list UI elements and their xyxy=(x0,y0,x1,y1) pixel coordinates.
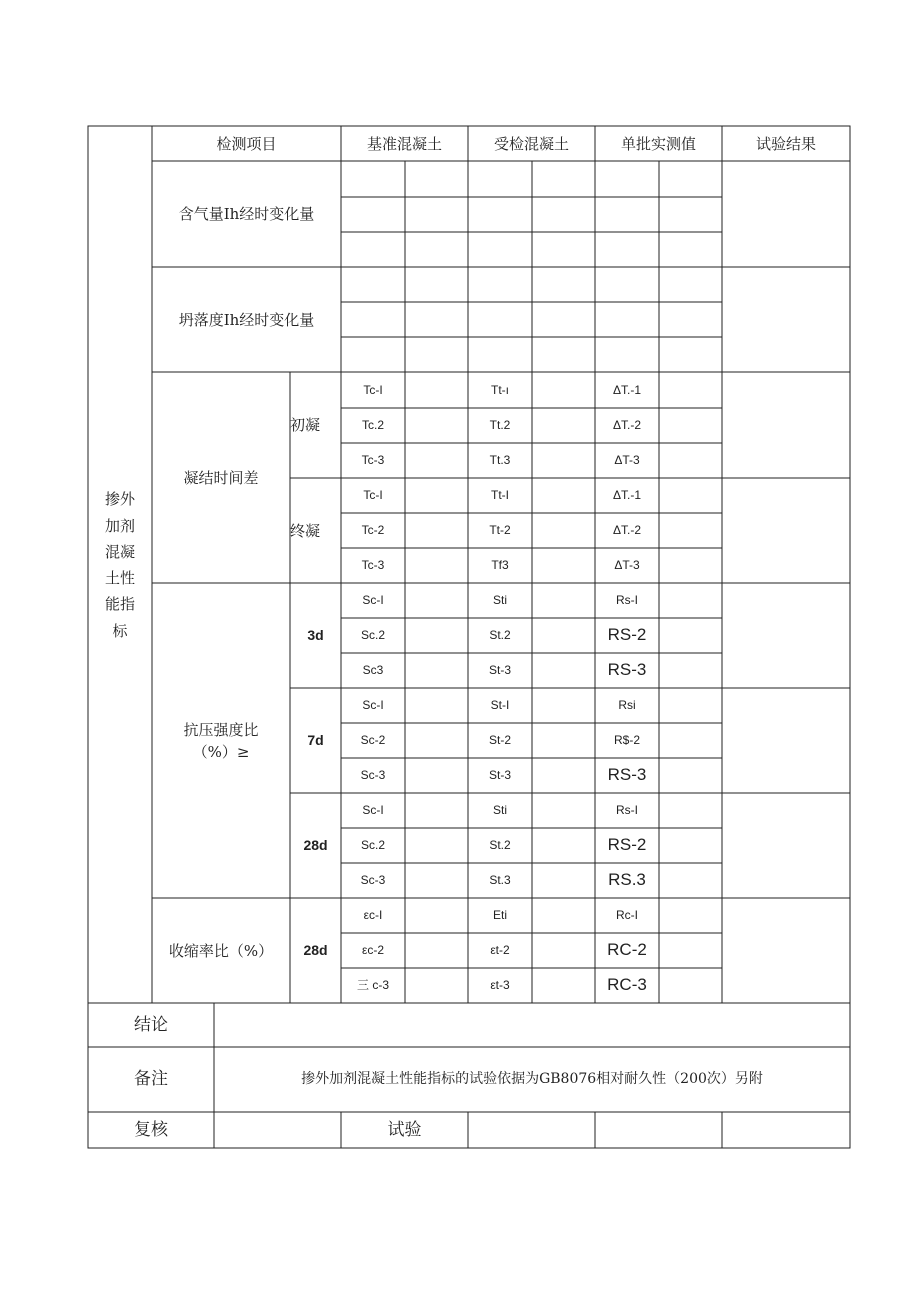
table-cell: Tt.2 xyxy=(489,418,511,433)
table-cell: Tt-ı xyxy=(491,382,509,397)
table-cell: Sti xyxy=(492,593,507,608)
table-cell: Rc-I xyxy=(616,908,638,923)
table-cell: St.2 xyxy=(489,628,511,643)
table-cell: ΔT.-2 xyxy=(612,418,642,433)
table-cell: Tc-I xyxy=(363,382,383,397)
table-cell: 三 c-3 xyxy=(356,978,389,993)
strength-label-line1: 抗压强度比 xyxy=(183,720,259,739)
table-cell: RS-2 xyxy=(607,835,647,855)
table-cell: ΔT.-2 xyxy=(612,523,642,538)
table-cell: ΔT.-1 xyxy=(612,382,642,397)
age-7d: 7d xyxy=(307,732,324,749)
table-cell: Sc-3 xyxy=(360,873,386,888)
age-28d: 28d xyxy=(303,837,328,854)
header-base: 基准混凝土 xyxy=(366,134,442,153)
table-cell: Eti xyxy=(492,908,507,923)
table-cell: Tt-2 xyxy=(489,523,511,538)
table-cell: RS-3 xyxy=(607,765,647,785)
table-cell: εc-I xyxy=(363,908,383,923)
table-cell: Sti xyxy=(492,803,507,818)
shrinkage-age: 28d xyxy=(303,942,328,959)
table-cell: RC-2 xyxy=(607,940,647,960)
table-cell: St.3 xyxy=(489,873,511,888)
table-cell: Sc-I xyxy=(362,803,384,818)
table-cell: Tt-I xyxy=(491,488,509,503)
table-cell: εt-2 xyxy=(490,943,510,958)
slump-label: 坍落度Ih经时变化量 xyxy=(178,310,315,329)
review-label: 复核 xyxy=(134,1119,168,1140)
table-cell: RS.3 xyxy=(608,870,646,890)
table-cell: Sc-2 xyxy=(360,733,386,748)
table-cell: R$-2 xyxy=(613,733,640,748)
conclusion-label: 结论 xyxy=(134,1014,168,1035)
table-cell: St-I xyxy=(490,698,510,713)
table-cell: Sc-3 xyxy=(360,768,386,783)
setting-time-label: 凝结时间差 xyxy=(183,468,259,487)
strength-label xyxy=(152,583,290,898)
table-cell: Sc-I xyxy=(362,593,384,608)
header-single: 单批实测值 xyxy=(620,134,696,153)
table-cell: Tt.3 xyxy=(489,453,511,468)
test-label: 试验 xyxy=(387,1119,422,1140)
table-cell: Rs-I xyxy=(616,593,638,608)
remarks-label: 备注 xyxy=(134,1069,168,1090)
table-cell: Tc-3 xyxy=(361,453,385,468)
table-cell: Tc.2 xyxy=(361,418,384,433)
age-3d: 3d xyxy=(307,627,324,644)
table-cell: εt-3 xyxy=(490,978,510,993)
header-test: 受检混凝土 xyxy=(493,134,569,153)
shrinkage-label: 收缩率比（%） xyxy=(168,941,274,960)
table-cell: Sc.2 xyxy=(360,838,385,853)
strength-label-line2: （%）≥ xyxy=(192,742,250,761)
table-cell: Tf3 xyxy=(491,558,509,573)
table-cell: Rsi xyxy=(618,698,636,713)
table-cell: Tc-I xyxy=(363,488,383,503)
conclusion-value xyxy=(214,1003,850,1047)
table-cell: RC-3 xyxy=(607,975,647,995)
table-cell: εc-2 xyxy=(361,943,385,958)
side-label-text: 掺外加剂混凝土性能指标 xyxy=(104,490,135,640)
header-result: 试验结果 xyxy=(755,134,816,153)
table-cell: St-3 xyxy=(488,768,511,783)
table-cell: Sc-I xyxy=(362,698,384,713)
table-cell: RS-2 xyxy=(607,625,647,645)
table-cell: ΔT.-1 xyxy=(612,488,642,503)
table-cell: ΔT-3 xyxy=(614,453,640,468)
table-cell: St-2 xyxy=(488,733,511,748)
table-cell: Sc3 xyxy=(362,663,384,678)
remarks-text: 掺外加剂混凝土性能指标的试验依据为GB8076相对耐久性（200次）另附 xyxy=(301,1071,763,1088)
table-cell: Sc.2 xyxy=(360,628,385,643)
side-label xyxy=(100,480,140,650)
table-cell: ΔT-3 xyxy=(614,558,640,573)
table-cell: Rs-I xyxy=(616,803,638,818)
table-cell: St-3 xyxy=(488,663,511,678)
table-cell: St.2 xyxy=(489,838,511,853)
table-cell: RS-3 xyxy=(607,660,647,680)
table-cell: Tc-2 xyxy=(361,523,385,538)
final-setting-label: 终凝 xyxy=(290,521,321,540)
table-cell: Tc-3 xyxy=(361,558,385,573)
air-content-label: 含气量Ih经时变化量 xyxy=(178,205,315,223)
initial-setting-label: 初凝 xyxy=(290,416,321,434)
header-item: 检测项目 xyxy=(216,134,277,153)
